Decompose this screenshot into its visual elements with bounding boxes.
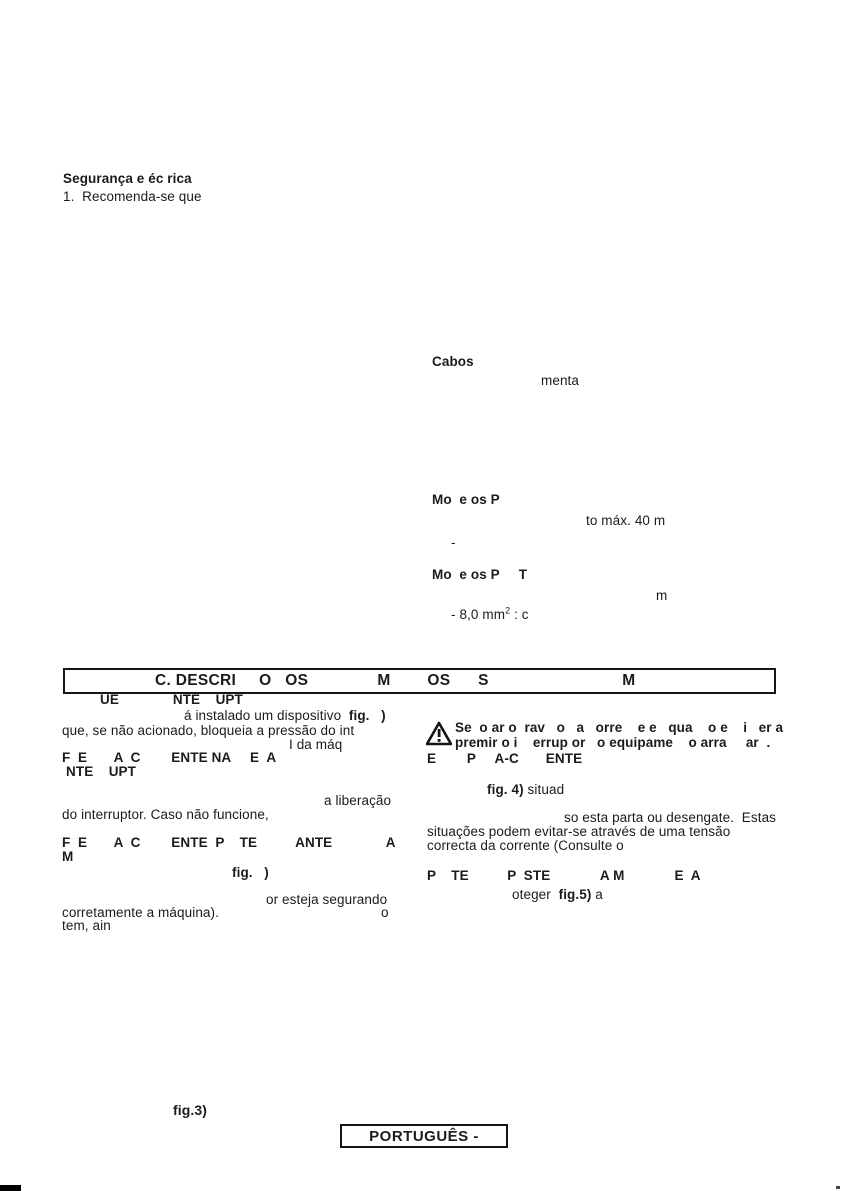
models-p-heading: Mo e os P [432,492,500,507]
fig-reference: fig. ) [348,708,386,723]
right-line-5: so esta parta ou desengate. Estas [564,810,777,825]
right-line-8: P TE P STE A M E A [427,868,701,883]
left-line-1: UE NTE UPT [100,692,243,707]
fig3-label: fig.3) [173,1102,208,1118]
right-line-9-tail: a [591,887,603,902]
models-pt-heading: Mo e os P T [432,567,528,582]
fig-reference: fig.5) [558,887,592,902]
left-line-13: corretamente a máquina). [62,905,219,920]
right-line-9-text: oteger [512,887,559,902]
left-line-13b: o [381,905,389,920]
models-pt-fragment: m [656,588,668,603]
safety-heading: Segurança e éc rica [63,171,192,186]
wire-spec-superscript: 2 [505,605,511,616]
scan-artifact-bottom-left [0,1185,21,1191]
scan-artifact-bottom-right [836,1186,840,1189]
warning-triangle-icon [426,721,452,747]
language-label: PORTUGUÊS - [369,1127,479,1145]
left-line-7: a liberação [324,793,392,808]
left-line-14: tem, ain [62,918,111,933]
right-line-9 [512,888,603,902]
left-line-9: F E A C ENTE P TE ANTE A [62,835,396,850]
left-line-2 [184,709,386,723]
left-line-4: I da máq [289,737,343,752]
left-line-6: NTE UPT [66,764,137,779]
right-line-4-text: situad [523,782,565,797]
left-line-10: M [62,849,74,864]
wire-spec-base: - 8,0 mm [451,607,506,622]
left-line-2-text: á instalado um dispositivo [184,708,349,723]
models-p-bullet: - [451,535,456,550]
cables-fragment: menta [541,373,580,388]
left-line-8: do interruptor. Caso não funcione, [62,807,269,822]
section-c-title: C. DESCRI O OS M OS S M [155,672,636,689]
cables-heading: Cabos [432,354,474,369]
right-line-7: correcta da corrente (Consulte o [427,838,624,853]
models-p-max-length: to máx. 40 m [586,513,666,528]
warning-text-line-1: Se o ar o rav o a orre e e qua o e i er a [455,720,784,735]
right-line-4 [487,783,564,797]
section-c-header-box [63,668,776,694]
language-footer-box [340,1124,508,1148]
safety-item-1: 1. Recomenda-se que [63,189,202,204]
fig-reference: fig. 4) [487,782,524,797]
left-line-12: or esteja segurando [266,892,388,907]
warning-text-line-2: premir o i errup or o equipame o arra ar . [455,735,771,750]
right-line-6: situações podem evitar-se através de uma tensão [427,824,731,839]
left-line-3: que, se não acionado, bloqueia a pressão do int [62,723,355,738]
right-line-3: E P A-C ENTE [427,751,583,766]
fig-reference: fig. ) [232,865,269,880]
left-line-5: F E A C ENTE NA E A [62,750,277,765]
wire-spec-tail: : c [510,607,529,622]
models-pt-wire-spec [451,605,529,622]
